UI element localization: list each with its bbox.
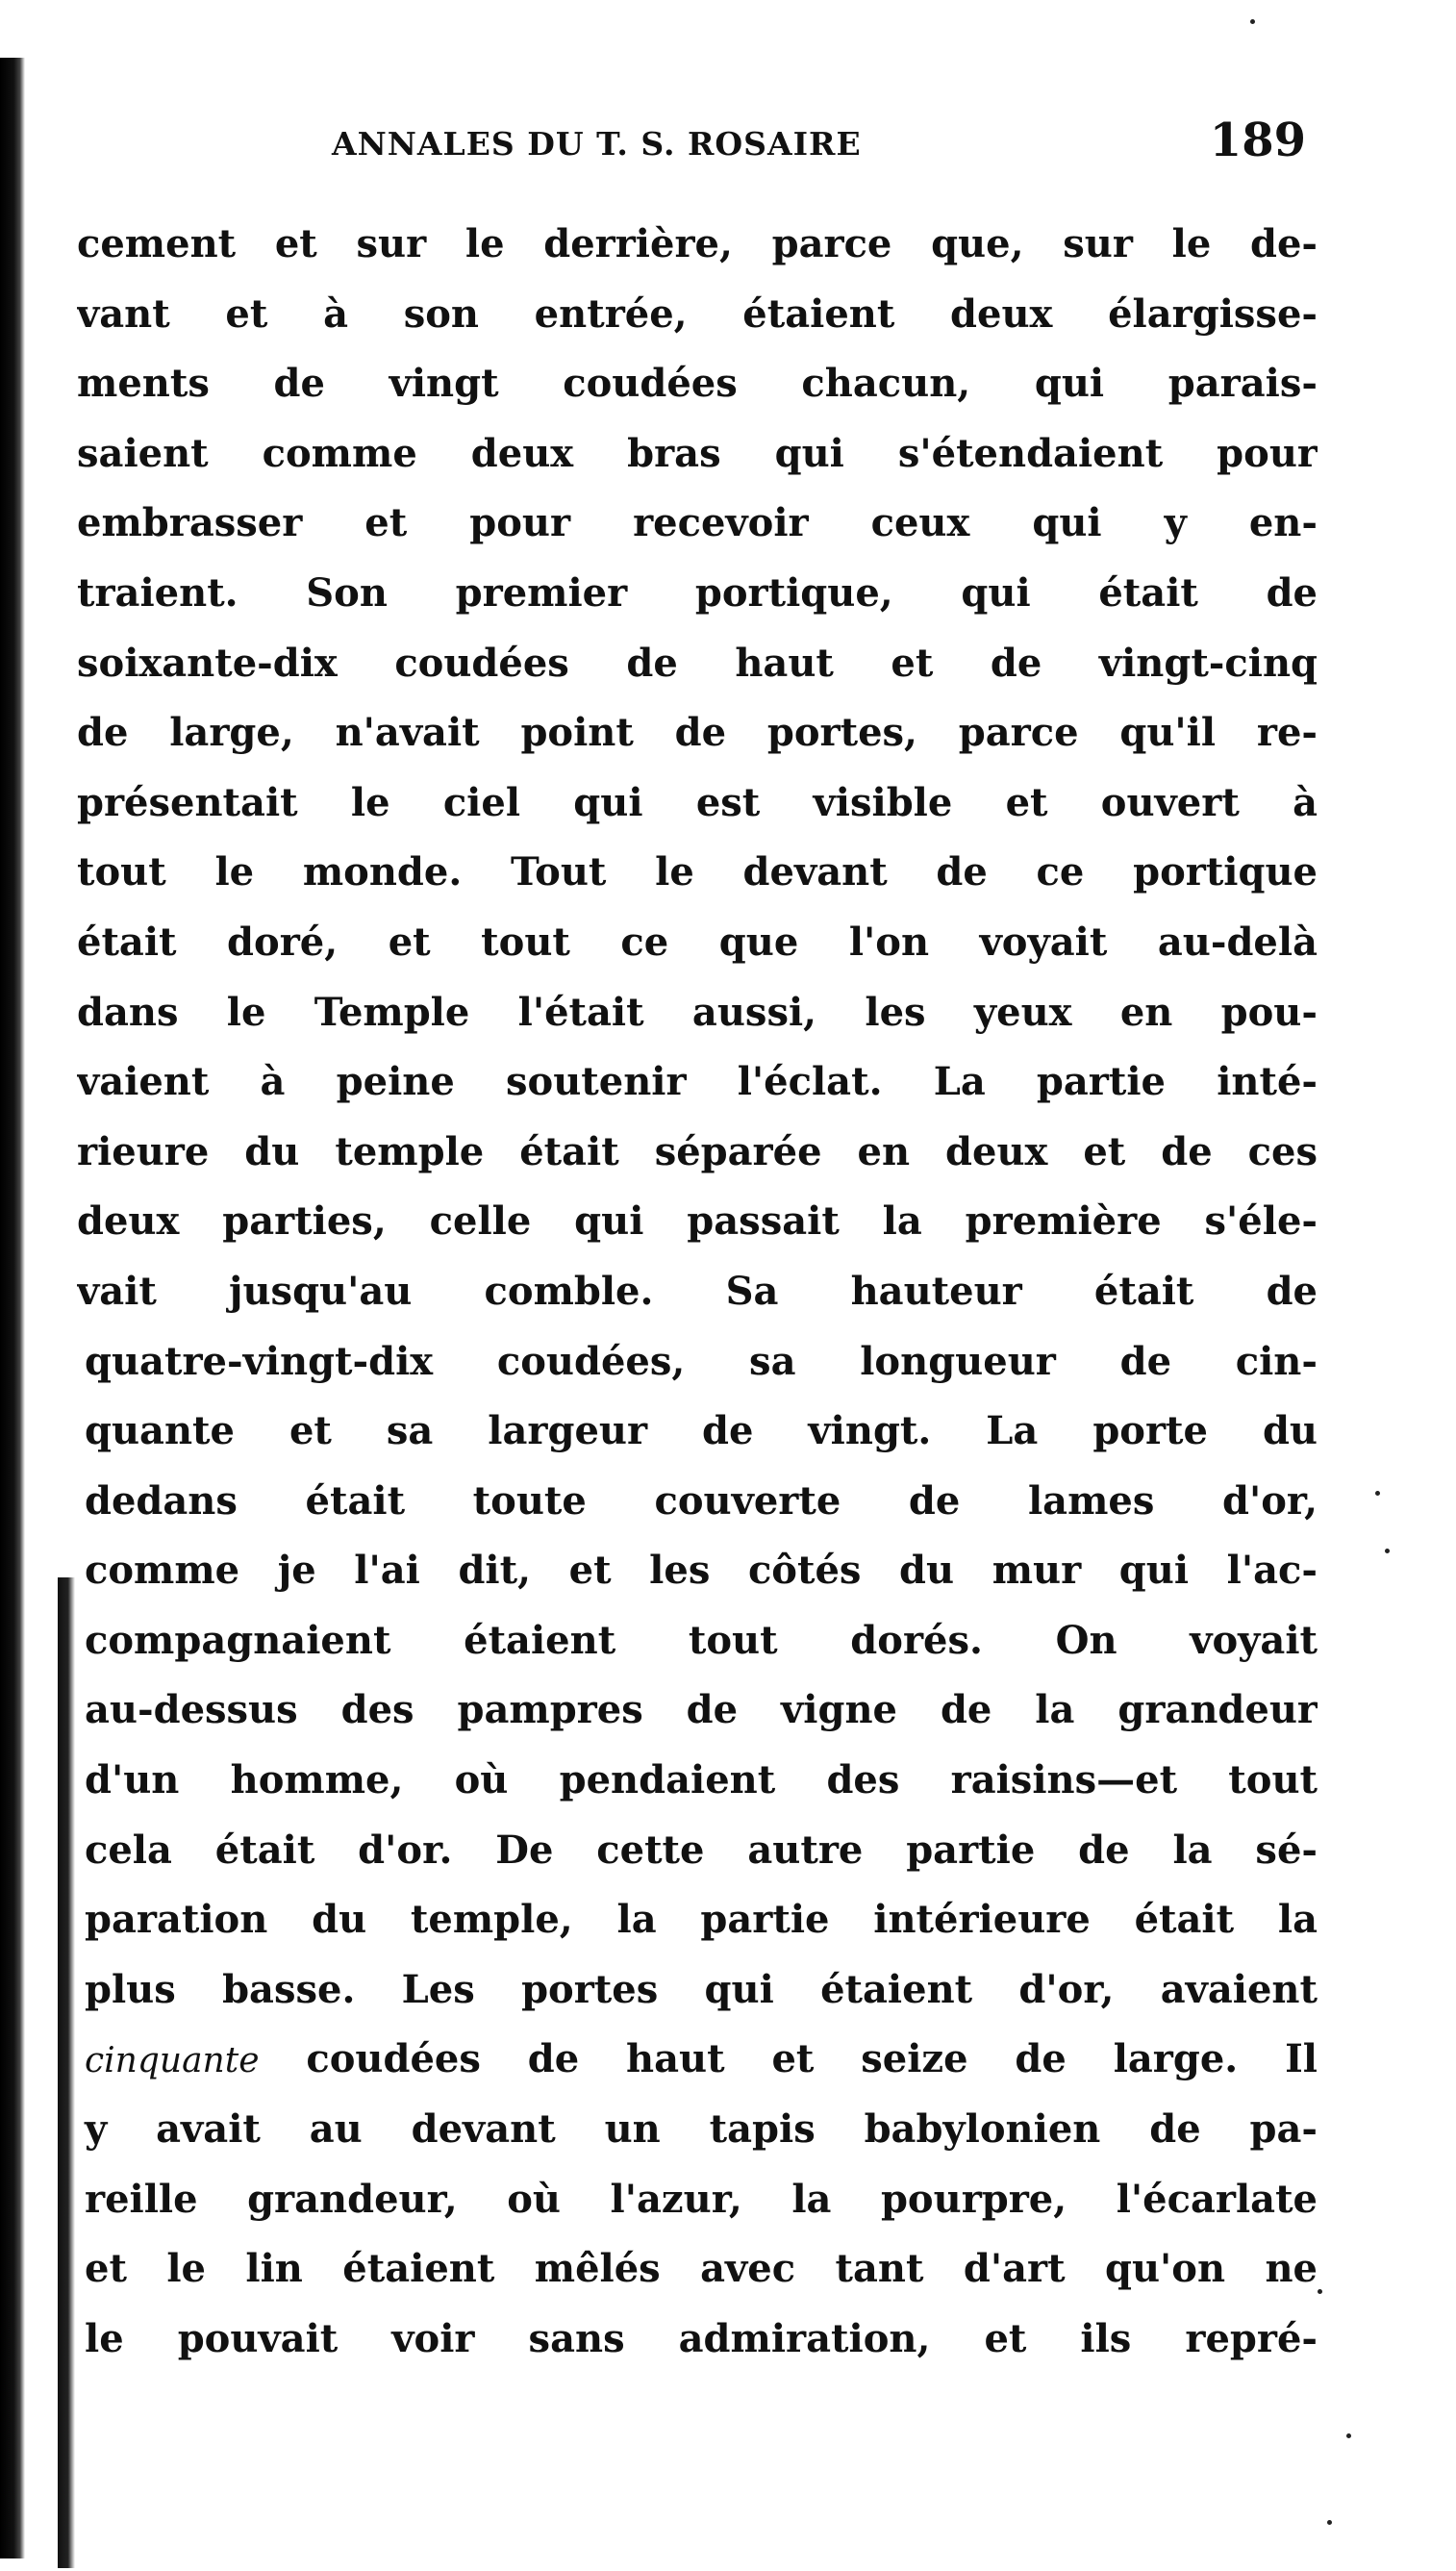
text-line: quatre-vingt-dix coudées, sa longueur de cin- bbox=[85, 1338, 1318, 1384]
page-number: 189 bbox=[1209, 113, 1306, 167]
print-speck bbox=[1375, 1491, 1380, 1496]
text-line: quante et sa largeur de vingt. La porte du bbox=[85, 1408, 1318, 1454]
text-line: dedans était toute couverte de lames d'or, bbox=[85, 1477, 1318, 1524]
text-line-rest: coudées de haut et seize de large. Il bbox=[259, 2036, 1318, 2082]
text-line: au-dessus des pampres de vigne de la grandeur bbox=[85, 1687, 1318, 1733]
text-line: cela était d'or. De cette autre partie de la sé- bbox=[85, 1827, 1318, 1873]
page-binding-edge bbox=[0, 58, 25, 2558]
text-line: comme je l'ai dit, et les côtés du mur qui l'ac- bbox=[85, 1548, 1318, 1594]
text-line-italic-start bbox=[77, 2025, 1318, 2095]
page-header bbox=[87, 106, 1327, 183]
text-line: et le lin étaient mêlés avec tant d'art qu'on ne bbox=[85, 2246, 1318, 2292]
text-line: vait jusqu'au comble. Sa hauteur était de bbox=[77, 1268, 1318, 1314]
print-speck bbox=[1346, 2433, 1351, 2438]
text-line: dans le Temple l'était aussi, les yeux en pou- bbox=[77, 989, 1318, 1035]
text-line: compagnaient étaient tout dorés. On voyait bbox=[85, 1617, 1318, 1663]
text-line: embrasser et pour recevoir ceux qui y en- bbox=[77, 500, 1318, 546]
text-line: y avait au devant un tapis babylonien de pa- bbox=[85, 2106, 1318, 2153]
text-line: vant et à son entrée, étaient deux élargisse- bbox=[77, 290, 1318, 337]
print-speck bbox=[1250, 19, 1255, 24]
text-line: d'un homme, où pendaient des raisins—et tout bbox=[85, 1757, 1318, 1803]
text-line: tout le monde. Tout le devant de ce portique bbox=[77, 849, 1318, 895]
text-line: vaient à peine soutenir l'éclat. La partie inté- bbox=[77, 1059, 1318, 1105]
text-line: deux parties, celle qui passait la première s'éle- bbox=[77, 1198, 1318, 1245]
text-line: était doré, et tout ce que l'on voyait au-delà bbox=[77, 919, 1318, 965]
text-line: paration du temple, la partie intérieure était la bbox=[85, 1897, 1318, 1943]
body-text bbox=[77, 210, 1318, 2374]
page-binding-shadow bbox=[58, 1577, 75, 2568]
text-line: soixante-dix coudées de haut et de vingt-cinq bbox=[77, 640, 1318, 686]
text-line: traient. Son premier portique, qui était de bbox=[77, 569, 1318, 616]
text-line: de large, n'avait point de portes, parce qu'il re- bbox=[77, 710, 1318, 756]
text-line: reille grandeur, où l'azur, la pourpre, l'écarlate bbox=[85, 2176, 1318, 2222]
text-line: présentait le ciel qui est visible et ouvert à bbox=[77, 779, 1318, 825]
italic-word: cinquante bbox=[85, 2041, 260, 2081]
text-line: rieure du temple était séparée en deux et de ces bbox=[77, 1128, 1318, 1174]
text-line: saient comme deux bras qui s'étendaient pour bbox=[77, 430, 1318, 476]
text-line: plus basse. Les portes qui étaient d'or, avaient bbox=[85, 1966, 1318, 2012]
print-speck bbox=[1385, 1549, 1390, 1553]
text-line: ments de vingt coudées chacun, qui parais- bbox=[77, 361, 1318, 407]
print-speck bbox=[1318, 2289, 1322, 2294]
text-line: le pouvait voir sans admiration, et ils repré- bbox=[85, 2315, 1318, 2361]
text-line: cement et sur le derrière, parce que, sur le de- bbox=[77, 221, 1318, 266]
print-speck bbox=[1327, 2520, 1332, 2525]
running-title: ANNALES DU T. S. ROSAIRE bbox=[332, 125, 862, 163]
